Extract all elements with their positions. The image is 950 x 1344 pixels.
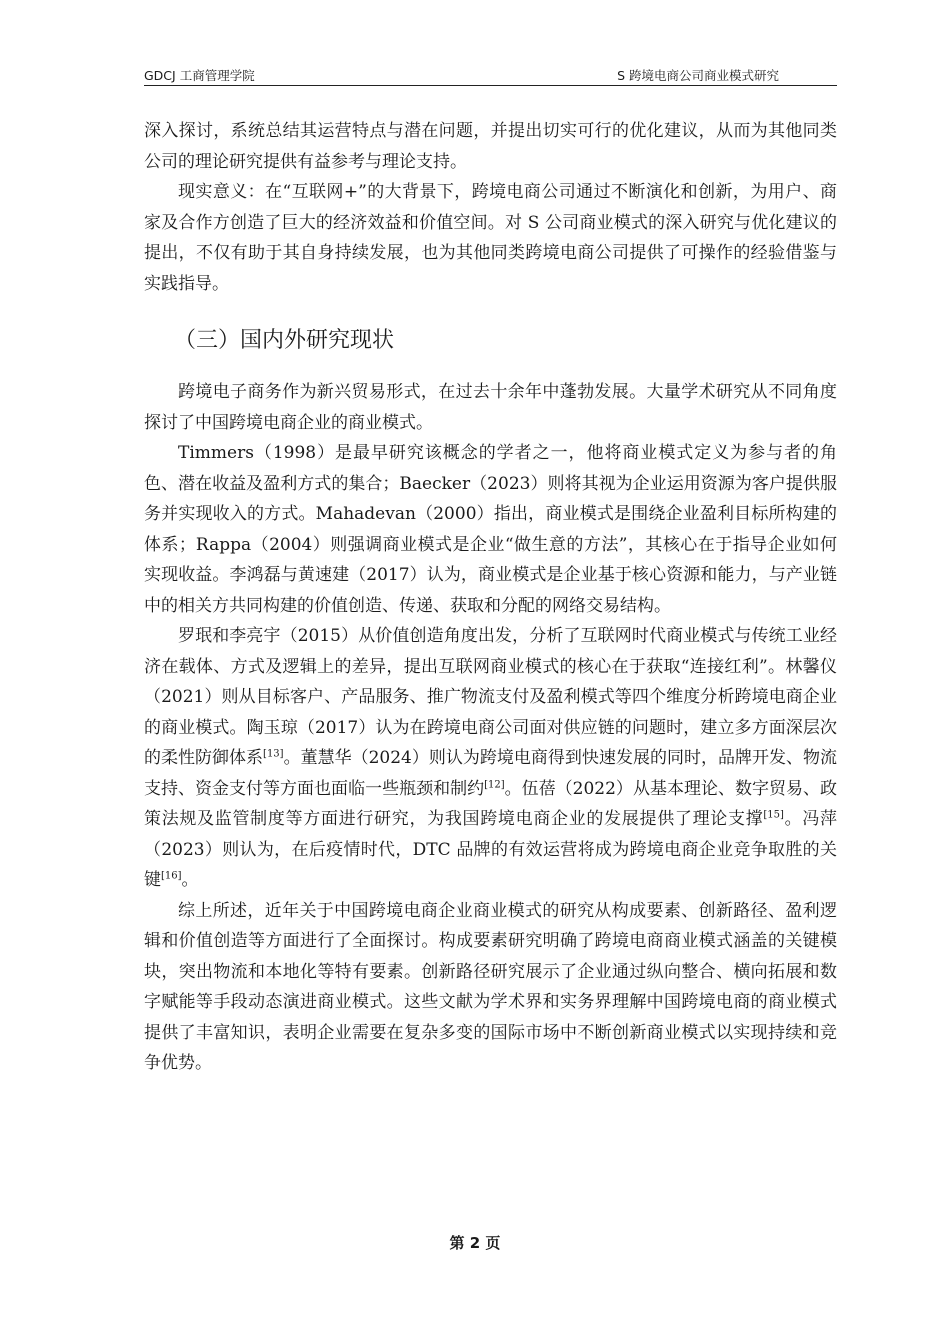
heading-spacer xyxy=(144,363,837,377)
paragraph-summary: 综上所述，近年关于中国跨境电商企业商业模式的研究从构成要素、创新路径、盈利逻辑和价值创造等方面进行了全面探讨。构成要素研究明确了跨境电商商业模式涵盖的关键模块，突出物流和本地化等特有要素。创新路径研究展示了企业通过纵向整合、横向拓展和数字赋能等手段动态演进商业模式。这些文献为学术界和实务界理解中国跨境电商的商业模式提供了丰富知识，表明企业需要在复杂多变的国际市场中不断创新商业模式以实现持续和竞争优势。 xyxy=(144,900,837,1073)
paragraph-literature xyxy=(144,621,837,896)
citation-15: [15] xyxy=(763,809,784,821)
section-heading: （三）国内外研究现状 xyxy=(174,328,395,353)
header-institution: GDCJ 工商管理学院 xyxy=(144,68,255,83)
paragraph-practical-significance: 现实意义：在“互联网+”的大背景下，跨境电商公司通过不断演化和创新，为用户、商家及合作方创造了巨大的经济效益和价值空间。对 S 公司商业模式的深入研究与优化建议的提出，不仅有助于其自身持续发展，也为其他同类跨境电商公司提供了可操作的经验借鉴与实践指导。 xyxy=(144,182,837,294)
paragraph-definitions: Timmers（1998）是最早研究该概念的学者之一，他将商业模式定义为参与者的角色、潜在收益及盈利方式的集合；Baecker（2023）则将其视为企业运用资源为客户提供服务并实现收入的方式。Mahadevan（2000）指出，商业模式是围绕企业盈利目标所构建的体系；Rappa（2004）则强调商业模式是企业“做生意的方法”，其核心在于指导企业如何实现收益。李鸿磊与黄速建（2017）认为，商业模式是企业基于核心资源和能力，与产业链中的相关方共同构建的价值创造、传递、获取和分配的网络交易结构。 xyxy=(144,443,837,616)
literature-text-2: 。董慧华（2024）则认为跨境电商得到快速发展的同时，品牌开发、物流支持、资金支付等方面也面临一些瓶颈和制约 xyxy=(144,748,838,799)
citation-12: [12] xyxy=(484,778,505,790)
header-document-title: S 跨境电商公司商业模式研究 xyxy=(617,68,779,83)
page-header xyxy=(144,66,837,84)
page-number: 第 2 页 xyxy=(449,1234,501,1252)
header-divider xyxy=(144,85,837,86)
page-content xyxy=(144,116,837,1079)
literature-text-4: 。冯萍（2023）则认为，在后疫情时代，DTC 品牌的有效运营将成为跨境电商企业竞争取胜的关键 xyxy=(144,809,838,890)
paragraph-continuation: 深入探讨，系统总结其运营特点与潜在问题，并提出切实可行的优化建议，从而为其他同类公司的理论研究提供有益参考与理论支持。 xyxy=(144,121,837,172)
citation-13: [13] xyxy=(263,748,284,760)
literature-text-5: 。 xyxy=(181,870,199,890)
literature-text-1: 罗珉和李亮宇（2015）从价值创造角度出发，分析了互联网时代商业模式与传统工业经济在载体、方式及逻辑上的差异，提出互联网商业模式的核心在于获取“连接红利”。林馨仪（2021）则从目标客户、产品服务、推广物流支付及盈利模式等四个维度分析跨境电商企业的商业模式。陶玉琼（2017）认为在跨境电商公司面对供应链的问题时，建立多方面深层次的柔性防御体系 xyxy=(144,626,837,768)
paragraph-intro: 跨境电子商务作为新兴贸易形式，在过去十余年中蓬勃发展。大量学术研究从不同角度探讨了中国跨境电商企业的商业模式。 xyxy=(144,382,837,433)
citation-16: [16] xyxy=(161,870,182,882)
literature-text-3: 。伍蓓（2022）从基本理论、数字贸易、政策法规及监管制度等方面进行研究，为我国跨境电商企业的发展提供了理论支撑 xyxy=(144,778,837,829)
